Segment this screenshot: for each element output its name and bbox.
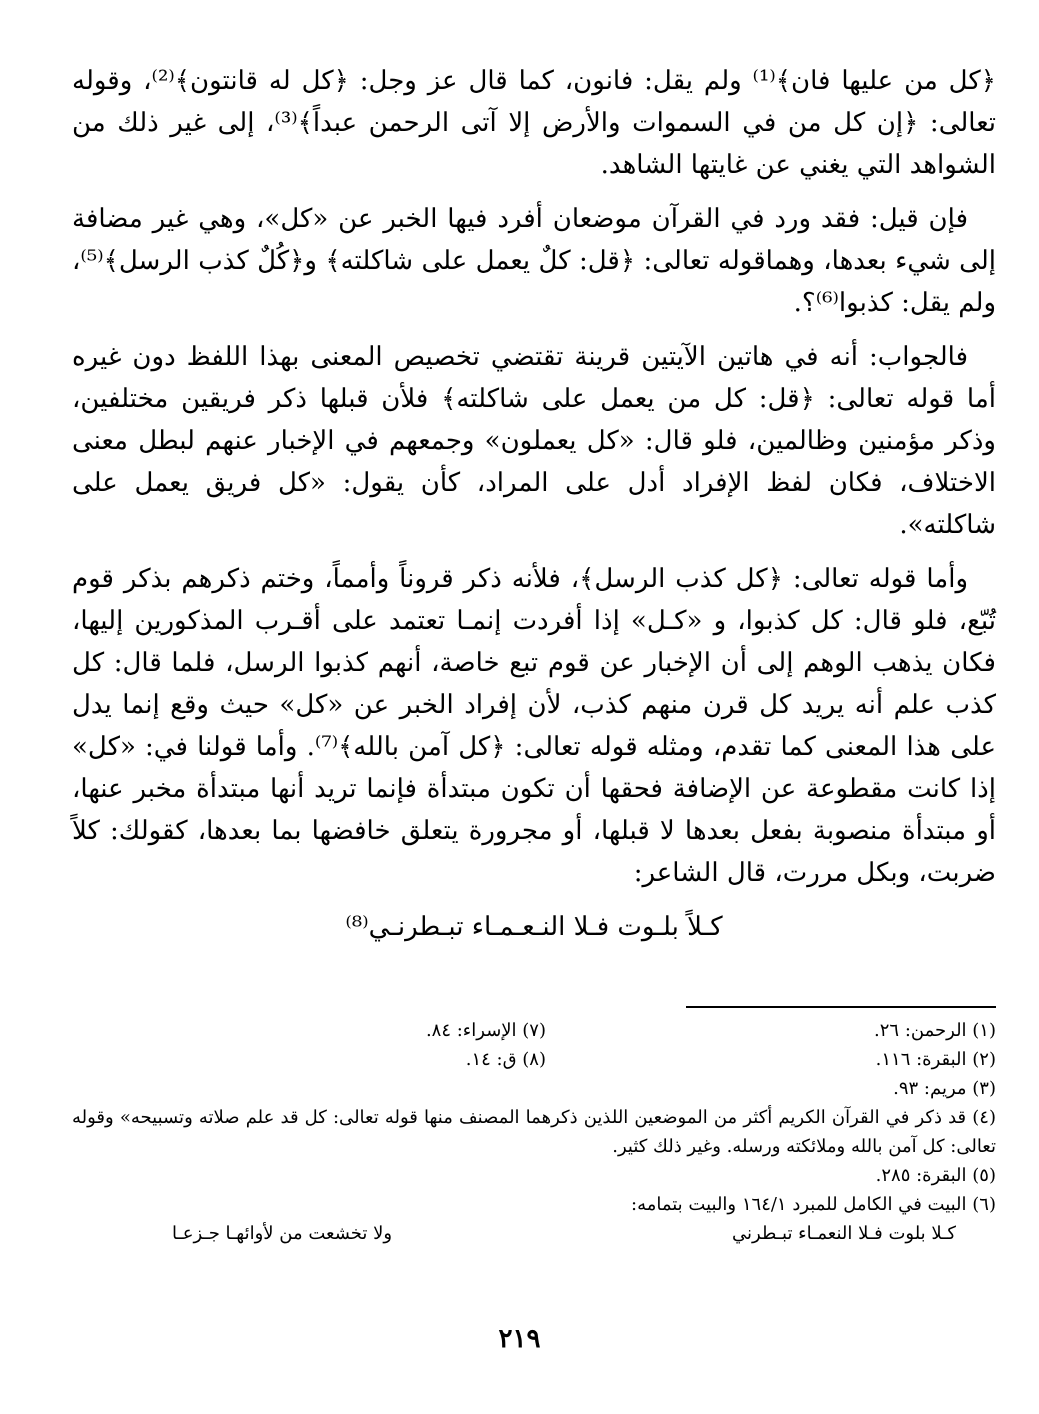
poetry-verse: كـلاً بلـوت فـلا النـعـمـاء تبـطرنـي⁽⁸⁾	[345, 912, 723, 942]
footnote-1: (١) الرحمن: ٢٦.	[874, 1020, 996, 1041]
footnote-6: (٦) البيت في الكامل للمبرد ١٦٤/١ والبيت بتمامه:	[631, 1194, 996, 1215]
footnotes	[72, 1016, 996, 1248]
footnote-7: (٧) الإسراء: ٨٤.	[425, 1020, 546, 1041]
page-number: ٢١٩	[498, 1324, 541, 1354]
footnote-5: (٥) البقرة: ٢٨٥.	[875, 1165, 996, 1186]
paragraph-1: ﴿كل من عليها فان﴾⁽¹⁾ ولم يقل: فانون، كما قال عز وجل: ﴿كل له قانتون﴾⁽²⁾، وقوله تعالى: ﴿إن كل من في السموات والأرض إلا آتى الرحمن عبداً﴾⁽³⁾، إلى غير ذلك من الشواهد التي يغني عن غايتها الشاهد.	[72, 66, 996, 180]
paragraph-4: وأما قوله تعالى: ﴿كل كذب الرسل﴾، فلأنه ذكر قروناً وأمماً، وختم ذكرهم بذكر قوم تُبّع، فلو قال: كل كذبوا، و «كـل» إذا أفردت إنمـا تعتمد على أقـرب المذكورين إليها، فكان يذهب الوهم إلى أن الإخبار عن قوم تبع خاصة، أنهم كذبوا الرسل، فلما قال: كل كذب علم أنه يريد كل قرن منهم كذب، لأن إفراد الخبر عن «كل» حيث وقع إنما يدل على هذا المعنى كما تقدم، ومثله قوله تعالى: ﴿كل آمن بالله﴾⁽⁷⁾. وأما قولنا في: «كل» إذا كانت مقطوعة عن الإضافة فحقها أن تكون مبتدأة فإنما تريد أنها مبتدأة مخبر عنها، أو مبتدأة منصوبة بفعل بعدها لا قبلها، أو مجرورة يتعلق خافضها بما بعدها، كقولك: كلاً ضربت، وبكل مررت، قال الشاعر:	[72, 564, 996, 888]
footnote-verse	[72, 1219, 996, 1248]
footnote-separator	[686, 1006, 996, 1008]
footnote-8: (٨) ق: ١٤.	[465, 1049, 546, 1070]
main-text	[72, 60, 996, 948]
footnote-4: (٤) قد ذكر في القرآن الكريم أكثر من الموضعين اللذين ذكرهما المصنف منها قوله تعالى: كل قد علم صلاته وتسبيحه» وقوله تعالى: كل آمن بالله وملائكته ورسله. وغير ذلك كثير.	[72, 1107, 996, 1157]
footnote-3: (٣) مريم: ٩٣.	[893, 1078, 996, 1099]
footnote-2: (٢) البقرة: ١١٦.	[875, 1049, 996, 1070]
footnote-row	[72, 1016, 996, 1045]
footnote-verse-first-half: كـلا بلوت فـلا النعمـاء تبـطرني	[732, 1223, 956, 1244]
footnote-row	[72, 1045, 996, 1074]
footnote-verse-second-half: ولا تخشعت من لأوائهـا جـزعـا	[172, 1223, 393, 1244]
paragraph-3: فالجواب: أنه في هاتين الآيتين قرينة تقتضي تخصيص المعنى بهذا اللفظ دون غيره أما قوله تعالى: ﴿قل: كل من يعمل على شاكلته﴾ فلأن قبلها ذكر فريقين مختلفين، وذكر مؤمنين وظالمين، فلو قال: «كل يعملون» وجمعهم في الإخبار عنهم لبطل معنى الاختلاف، فكان لفظ الإفراد أدل على المراد، كأن يقول: «كل فريق يعمل على شاكلته».	[72, 342, 996, 540]
paragraph-2: فإن قيل: فقد ورد في القرآن موضعان أفرد فيها الخبر عن «كل»، وهي غير مضافة إلى شيء بعدها، وهماقوله تعالى: ﴿قل: كلٌ يعمل على شاكلته﴾ و﴿كُلٌ كذب الرسل﴾⁽⁵⁾، ولم يقل: كذبوا⁽⁶⁾؟.	[72, 204, 996, 318]
